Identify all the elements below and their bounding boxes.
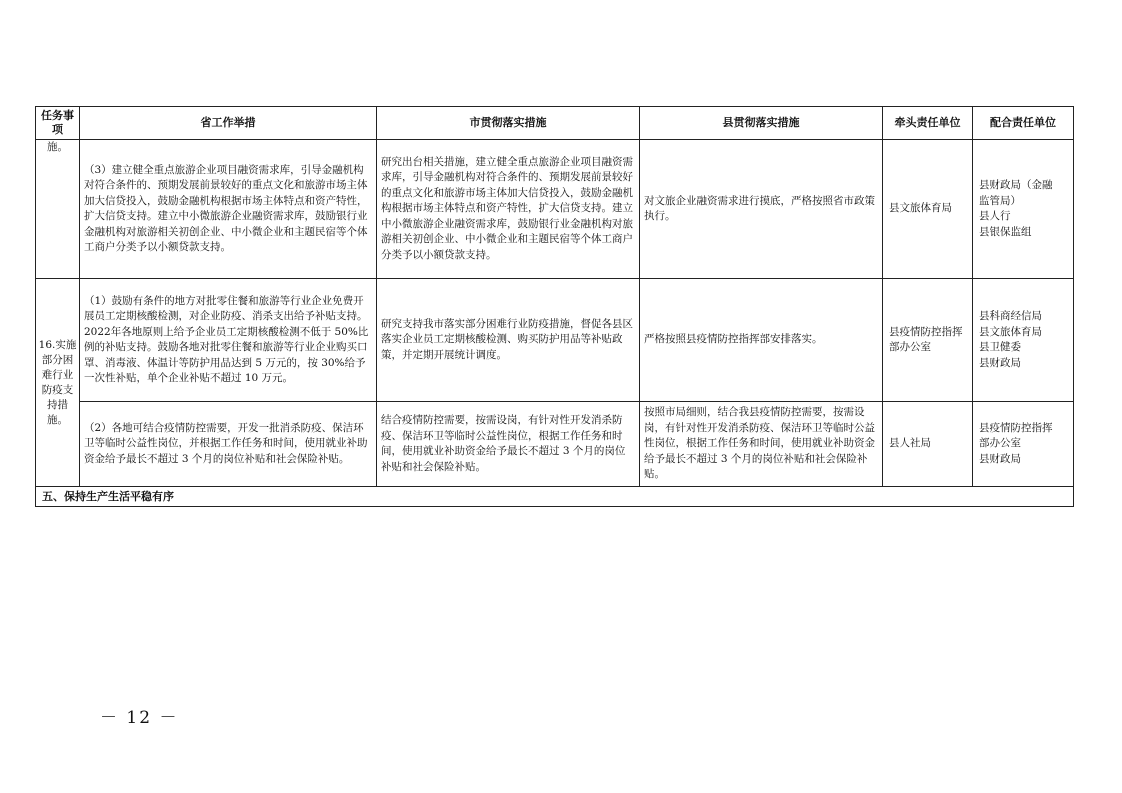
coop-unit-line: 监管局） bbox=[979, 194, 1021, 207]
city-measure-cell: 结合疫情防控需要，按需设岗，有针对性开发消杀防疫、保洁环卫等临时公益性岗位，根据工作任务和时间，使用就业补助资金给予最长不超过 3 个月的岗位补贴和社会保险补贴。 bbox=[377, 402, 640, 487]
lead-unit-cell: 县疫情防控指挥部办公室 bbox=[883, 279, 973, 402]
table-header-row bbox=[36, 107, 1074, 140]
policy-table bbox=[35, 106, 1074, 507]
page-number: － 12 － bbox=[100, 708, 179, 728]
lead-unit-cell: 县文旅体育局 bbox=[883, 140, 973, 279]
header-task: 任务事项 bbox=[36, 107, 80, 140]
header-province-measures: 省工作举措 bbox=[80, 107, 377, 140]
province-measure-cell: （1）鼓励有条件的地方对批零住餐和旅游等行业企业免费开展员工定期核酸检测，对企业防疫、消杀支出给予补贴支持。2022年各地原则上给予企业员工定期核酸检测不低于 50%比例的补贴支持。鼓励各地对批零住餐和旅游等行业企业购买口罩、消毒液、体温计等防护用品达到 5 万元的，按 30%给予一次性补贴，单个企业补贴不超过 10 万元。 bbox=[80, 279, 377, 402]
header-coop-unit: 配合责任单位 bbox=[973, 107, 1074, 140]
task-cell: 16.实施部分困难行业防疫支持措施。 bbox=[36, 279, 80, 487]
coop-unit-line: 县财政局（金融 bbox=[979, 179, 1053, 191]
coop-unit-line: 县银保监组 bbox=[979, 225, 1032, 238]
county-measure-cell: 按照市局细则，结合我县疫情防控需要，按需设岗，有针对性开发消杀防疫、保洁环卫等临时公益性岗位，根据工作任务和时间，使用就业补助资金给予最长不超过 3 个月的岗位补贴和社会保险补贴。 bbox=[640, 402, 883, 487]
coop-unit-line: 县疫情防控指挥 bbox=[979, 421, 1053, 434]
lead-unit-cell: 县人社局 bbox=[883, 402, 973, 487]
coop-unit-line: 部办公室 bbox=[979, 437, 1021, 450]
table-row bbox=[36, 279, 1074, 402]
coop-unit-line: 县卫健委 bbox=[979, 341, 1021, 353]
coop-unit-cell bbox=[973, 140, 1074, 279]
coop-unit-cell bbox=[973, 279, 1074, 402]
coop-unit-line: 县文旅体育局 bbox=[979, 325, 1042, 338]
coop-unit-line: 县财政局 bbox=[979, 356, 1021, 369]
header-county-measures: 县贯彻落实措施 bbox=[640, 107, 883, 140]
coop-unit-line: 县财政局 bbox=[979, 452, 1021, 465]
province-measure-cell: （3）建立健全重点旅游企业项目融资需求库，引导金融机构对符合条件的、预期发展前景较好的重点文化和旅游市场主体加大信贷投入，鼓励金融机构根据市场主体特点和资产特性，扩大信贷支持。建立中小微旅游企业融资需求库，鼓励银行业金融机构对旅游相关初创企业、中小微企业和主题民宿等个体工商户分类予以小额贷款支持。 bbox=[80, 140, 377, 279]
header-city-measures: 市贯彻落实措施 bbox=[377, 107, 640, 140]
section-row bbox=[36, 487, 1074, 507]
city-measure-cell: 研究出台相关措施，建立健全重点旅游企业项目融资需求库，引导金融机构对符合条件的、预期发展前景较好的重点文化和旅游市场主体加大信贷投入，鼓励金融机构根据市场主体特点和资产特性，扩大信贷支持。建立中小微旅游企业融资需求库，鼓励银行业金融机构对旅游相关初创企业、中小微企业和主题民宿等个体工商户分类予以小额贷款支持。 bbox=[377, 140, 640, 279]
table-row bbox=[36, 140, 1074, 279]
coop-unit-line: 县人行 bbox=[979, 210, 1011, 222]
section-title: 五、保持生产生活平稳有序 bbox=[36, 487, 1074, 507]
county-measure-cell: 严格按照县疫情防控指挥部安排落实。 bbox=[640, 279, 883, 402]
task-cell: 施。 bbox=[36, 140, 80, 279]
coop-unit-cell bbox=[973, 402, 1074, 487]
city-measure-cell: 研究支持我市落实部分困难行业防疫措施，督促各县区落实企业员工定期核酸检测、购买防护用品等补贴政策，并定期开展统计调度。 bbox=[377, 279, 640, 402]
table-row bbox=[36, 402, 1074, 487]
county-measure-cell: 对文旅企业融资需求进行摸底，严格按照省市政策执行。 bbox=[640, 140, 883, 279]
header-lead-unit: 牵头责任单位 bbox=[883, 107, 973, 140]
coop-unit-line: 县科商经信局 bbox=[979, 310, 1042, 322]
province-measure-cell: （2）各地可结合疫情防控需要，开发一批消杀防疫、保洁环卫等临时公益性岗位，并根据工作任务和时间，使用就业补助资金给予最长不超过 3 个月的岗位补贴和社会保险补贴。 bbox=[80, 402, 377, 487]
